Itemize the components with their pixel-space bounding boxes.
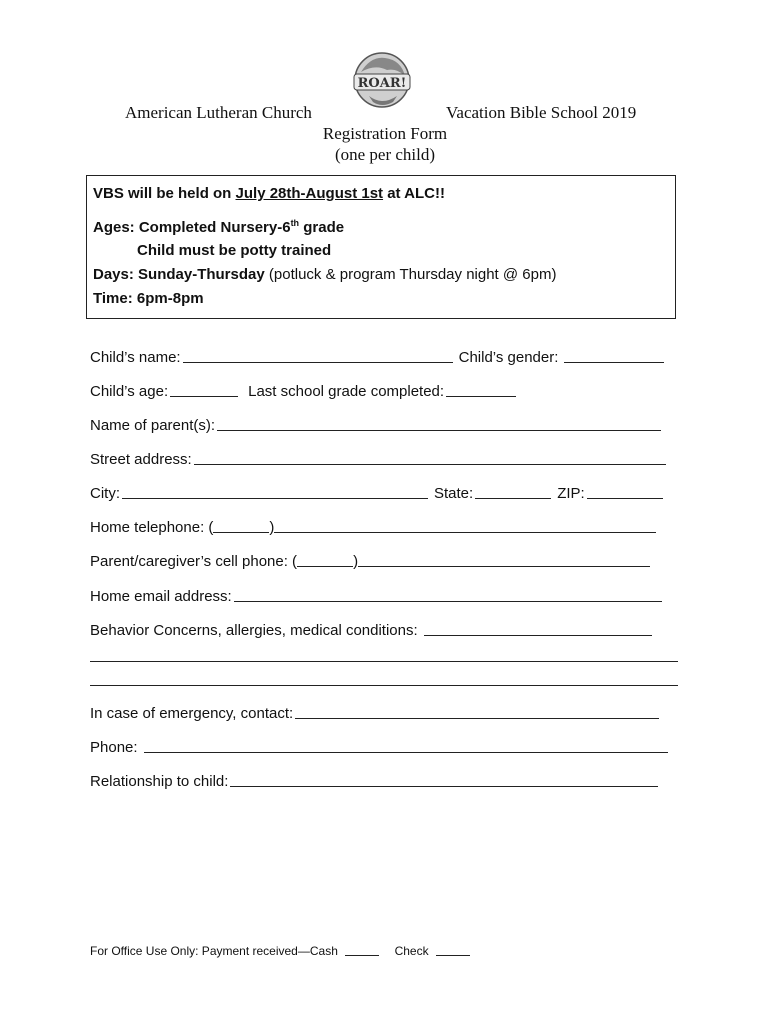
cell-phone-label: Parent/caregiver’s cell phone: ( <box>90 553 298 570</box>
state-blank[interactable] <box>475 482 551 499</box>
row-behavior <box>90 617 680 639</box>
zip-label: ZIP: <box>557 485 585 502</box>
email-blank[interactable] <box>234 585 662 602</box>
check-label: Check <box>394 944 429 958</box>
ages-label: Ages: Completed Nursery-6 <box>93 219 291 236</box>
behavior-extra-line-2[interactable] <box>90 685 678 686</box>
home-phone-blank[interactable] <box>274 516 656 533</box>
child-age-blank[interactable] <box>170 380 238 397</box>
held-prefix: VBS will be held on <box>93 185 236 202</box>
row-cell-phone <box>90 548 680 570</box>
last-grade-blank[interactable] <box>446 380 516 397</box>
row-home-phone <box>90 514 680 536</box>
zip-blank[interactable] <box>587 482 663 499</box>
relationship-label: Relationship to child: <box>90 773 229 790</box>
days-label: Days: Sunday-Thursday <box>93 266 265 283</box>
child-name-label: Child’s name: <box>90 349 181 366</box>
row-city <box>90 480 680 502</box>
ages-suffix: grade <box>299 219 345 236</box>
church-name: American Lutheran Church <box>125 103 312 122</box>
behavior-label: Behavior Concerns, allergies, medical conditions: <box>90 622 418 639</box>
days-line <box>93 266 556 283</box>
parent-name-label: Name of parent(s): <box>90 417 216 434</box>
relationship-blank[interactable] <box>230 770 658 787</box>
row-parent-name <box>90 412 680 434</box>
child-name-blank[interactable] <box>183 346 453 363</box>
days-note: (potluck & program Thursday night @ 6pm) <box>264 266 557 283</box>
row-email <box>90 583 680 605</box>
cell-phone-close: ) <box>353 553 359 570</box>
city-label: City: <box>90 485 120 502</box>
potty-line: Child must be potty trained <box>137 242 332 259</box>
street-label: Street address: <box>90 451 192 468</box>
ages-line <box>93 218 344 236</box>
email-label: Home email address: <box>90 588 232 605</box>
check-blank[interactable] <box>436 945 470 956</box>
cell-phone-blank[interactable] <box>358 550 650 567</box>
parent-name-blank[interactable] <box>217 414 661 431</box>
ages-sup: th <box>290 218 300 228</box>
behavior-blank[interactable] <box>424 619 652 636</box>
child-gender-label: Child’s gender: <box>458 349 559 366</box>
held-line <box>93 185 445 202</box>
form-title: Registration Form <box>322 124 448 143</box>
form-note: (one per child) <box>334 145 436 164</box>
vbs-roar-logo <box>351 50 413 110</box>
last-grade-label: Last school grade completed: <box>248 383 445 400</box>
row-street <box>90 446 680 468</box>
row-emergency <box>90 700 680 722</box>
logo-lettering: ROAR! <box>357 76 407 91</box>
held-dates: July 28th-August 1st <box>235 185 384 202</box>
event-info-box <box>86 175 676 319</box>
time-line: Time: 6pm-8pm <box>93 290 204 307</box>
row-phone <box>90 734 680 756</box>
phone-label: Phone: <box>90 739 138 756</box>
office-use-text: For Office Use Only: Payment received—Cash <box>90 944 338 958</box>
row-child-name <box>90 344 680 366</box>
row-child-age <box>90 378 680 400</box>
cash-blank[interactable] <box>345 945 379 956</box>
child-age-label: Child’s age: <box>90 383 169 400</box>
home-phone-label: Home telephone: ( <box>90 519 214 536</box>
street-blank[interactable] <box>194 448 666 465</box>
city-blank[interactable] <box>122 482 428 499</box>
state-label: State: <box>434 485 474 502</box>
office-use-line <box>90 944 470 958</box>
phone-blank[interactable] <box>144 736 668 753</box>
held-suffix: at ALC!! <box>383 185 445 202</box>
cell-phone-area-blank[interactable] <box>297 550 353 567</box>
home-phone-close: ) <box>269 519 275 536</box>
child-gender-blank[interactable] <box>564 346 664 363</box>
emergency-blank[interactable] <box>295 702 659 719</box>
emergency-label: In case of emergency, contact: <box>90 705 294 722</box>
behavior-extra-line-1[interactable] <box>90 661 678 662</box>
row-relationship <box>90 768 680 790</box>
home-phone-area-blank[interactable] <box>213 516 269 533</box>
program-title: Vacation Bible School 2019 <box>446 103 637 122</box>
